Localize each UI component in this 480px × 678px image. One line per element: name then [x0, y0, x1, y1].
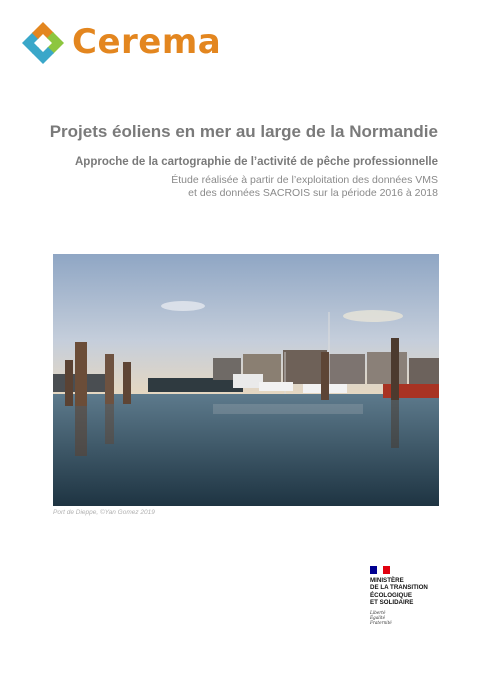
- cerema-logo-text: Cerema: [72, 22, 222, 62]
- cerema-logo-icon: [20, 20, 66, 66]
- ministry-name: MINISTÈRE DE LA TRANSITION ÉCOLOGIQUE ET SOLIDAIRE: [370, 577, 428, 607]
- harbour-photo: [53, 254, 439, 506]
- title-block: [18, 122, 438, 200]
- description-line-2: et des données SACROIS sur la période 2016 à 2018: [188, 187, 438, 199]
- description-line-1: Étude réalisée à partir de l’exploitation des données VMS: [171, 174, 438, 186]
- harbour-photo-illustration: [53, 254, 439, 506]
- page-description: [18, 174, 438, 200]
- republic-motto: Liberté Égalité Fraternité: [370, 609, 392, 625]
- page-title: Projets éoliens en mer au large de la Normandie: [49, 122, 438, 141]
- cerema-logo: [20, 20, 230, 68]
- photo-caption: Port de Dieppe, ©Yan Gomez 2019: [53, 509, 155, 516]
- french-flag-icon: [370, 566, 390, 574]
- page-subtitle: Approche de la cartographie de l’activité de pêche professionnelle: [75, 156, 438, 168]
- ministry-logo: [370, 566, 460, 625]
